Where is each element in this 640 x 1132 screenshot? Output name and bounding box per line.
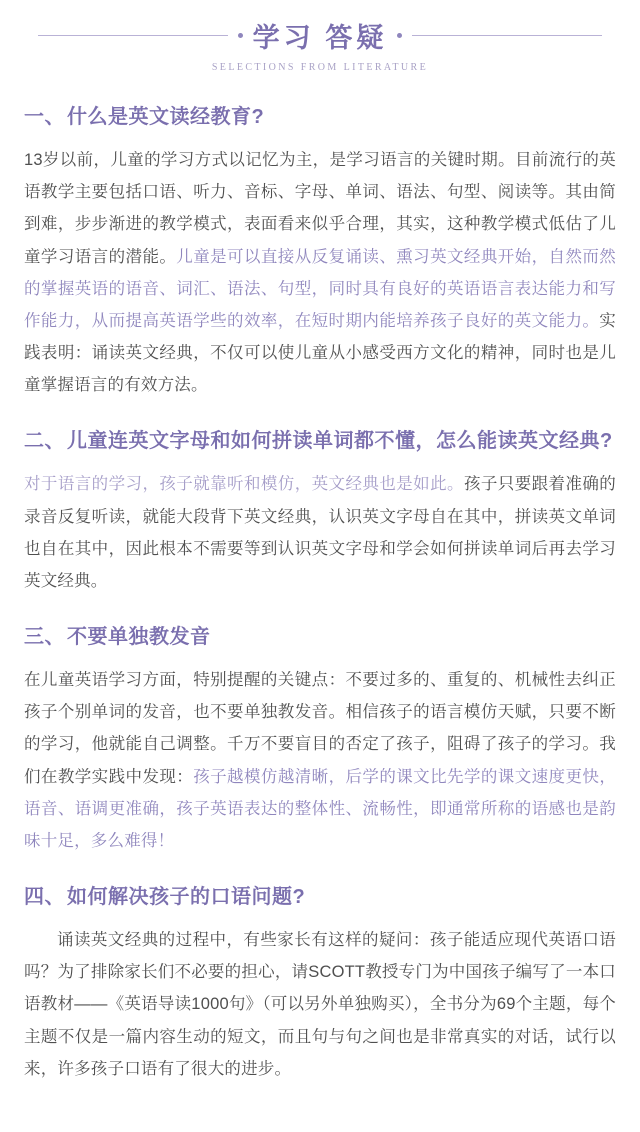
text-run-highlight: 孩子越模仿越清晰，后学的课文比先学的课文速度更快，语音、语调更准确，孩子英语表达的整体性、流畅性，即通常所称的语感也是韵味十足，多么难得！ — [24, 767, 617, 850]
section-2-number: 二、 — [24, 430, 65, 453]
page-title: 学习 答疑 — [252, 23, 388, 53]
text-run: 13岁以前，儿童的学习方式以记忆为主，是学习语言的关键时期。目前流行的英语教学主要包括口语、听力、音标、字母、单词、语法、句型、阅读等。其由简到难，步步渐进的教学模式，表面看来似乎合理，其实，这种教学模式低估了儿童学习语言的潜能。 — [24, 151, 616, 266]
header-dot-left — [238, 33, 243, 38]
section-2-heading — [24, 427, 616, 456]
section-4 — [24, 883, 616, 1085]
section-4-paragraph-1 — [24, 924, 616, 1085]
header-dot-right — [397, 33, 402, 38]
section-2-title: 儿童连英文字母和如何拼读单词都不懂，怎么能读英文经典? — [67, 430, 613, 453]
text-run: 孩子只要跟着准确的录音反复听读，就能大段背下英文经典，认识英文字母自在其中，拼读英文单词也自在其中，因此根本不需要等到认识英文字母和学会如何拼读单词后再去学习英文经典。 — [24, 475, 616, 590]
section-2 — [24, 427, 616, 597]
text-run-highlight: 对于语言的学习，孩子就靠听和模仿，英文经典也是如此。 — [24, 475, 464, 494]
section-2-paragraph-1 — [24, 468, 616, 597]
article-body — [24, 103, 616, 1085]
section-3-title: 不要单独教发音 — [67, 626, 211, 649]
article-header — [24, 0, 616, 73]
section-1 — [24, 103, 616, 401]
section-4-title: 如何解决孩子的口语问题? — [67, 886, 306, 909]
header-rule-right — [412, 35, 602, 36]
header-title-row — [24, 16, 616, 55]
section-3-paragraph-1 — [24, 664, 616, 857]
section-3-number: 三、 — [24, 626, 65, 649]
header-subtitle: SELECTIONS FROM LITERATURE — [211, 62, 429, 73]
section-3 — [24, 623, 616, 857]
section-4-heading — [24, 883, 616, 912]
section-1-title: 什么是英文读经教育? — [67, 106, 265, 128]
section-1-paragraph-1 — [24, 144, 616, 401]
text-run-highlight: 儿童是可以直接从反复诵读、熏习英文经典开始，自然而然的掌握英语的语音、词汇、语法、句型，同时具有良好的英语语言表达能力和写作能力，从而提高英语学些的效率，在短时期内能培养孩子良好的英文能力。 — [24, 247, 616, 330]
text-run: 在儿童英语学习方面，特别提醒的关键点：不要过多的、重复的、机械性去纠正孩子个别单词的发音，也不要单独教发音。相信孩子的语言模仿天赋，只要不断的学习，他就能自己调整。千万不要盲目的否定了孩子，阻碍了孩子的学习。我们在教学实践中发现： — [24, 671, 616, 786]
text-run: 诵读英文经典的过程中，有些家长有这样的疑问：孩子能适应现代英语口语吗？为了排除家长们不必要的担心，请SCOTT教授专门为中国孩子编写了一本口语教材——《英语导读1000句》（可以另外单独购买），全书分为69个主题，每个主题不仅是一篇内容生动的短文，而且句与句之间也是非常真实的对话，试行以来，许多孩子口语有了很大的进步。 — [24, 931, 616, 1078]
section-3-heading — [24, 623, 616, 652]
header-rule-left — [38, 35, 228, 36]
section-4-number: 四、 — [24, 886, 65, 909]
text-run: 实践表明：诵读英文经典，不仅可以使儿童从小感受西方文化的精神，同时也是儿童掌握语言的有效方法。 — [24, 311, 616, 395]
section-1-heading — [24, 103, 616, 132]
section-1-number: 一、 — [24, 106, 65, 128]
